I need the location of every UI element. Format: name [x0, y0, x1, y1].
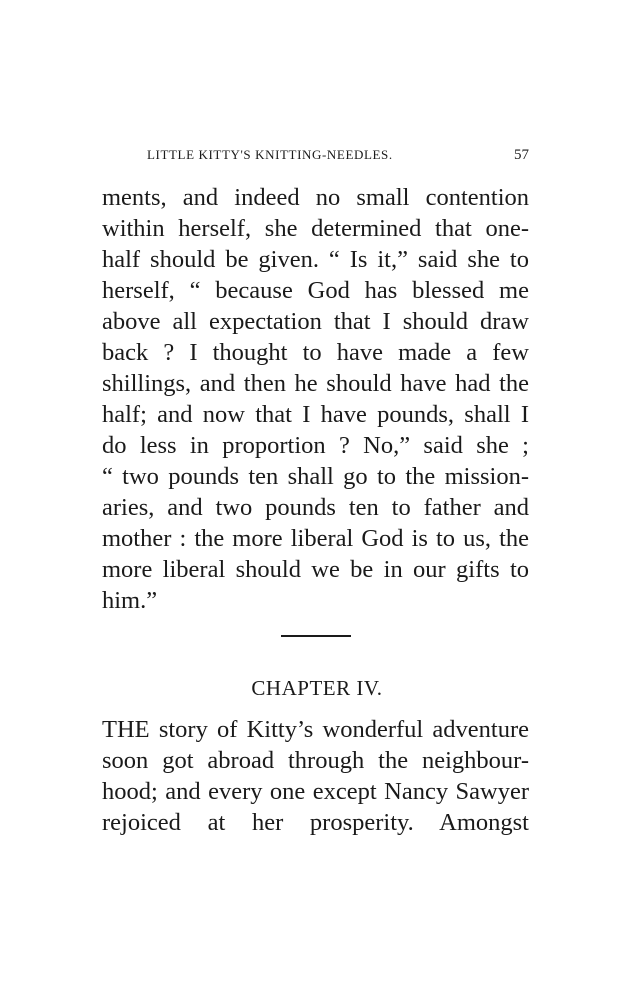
text-line: aries, and two pounds ten to father and — [102, 494, 529, 521]
running-header — [147, 147, 529, 169]
text-line: him.” — [102, 587, 158, 614]
text-line: within herself, she determined that one- — [102, 215, 529, 242]
running-title: LITTLE KITTY'S KNITTING-NEEDLES. — [147, 147, 393, 162]
text-line: half should be given. “ Is it,” said she to — [102, 246, 529, 273]
chapter-heading: CHAPTER IV. — [251, 676, 383, 700]
text-line: mother : the more liberal God is to us, the — [102, 525, 529, 552]
text-line: above all expectation that I should draw — [102, 308, 529, 335]
text-line: soon got abroad through the neighbour- — [102, 747, 529, 774]
text-line: half; and now that I have pounds, shall I — [102, 401, 529, 428]
text-line: more liberal should we be in our gifts to — [102, 556, 529, 583]
text-line: do less in proportion ? No,” said she ; — [102, 432, 529, 459]
text-line: ments, and indeed no small contention — [102, 184, 529, 211]
text-line: shillings, and then he should have had the — [102, 370, 529, 397]
text-line: back ? I thought to have made a few — [102, 339, 529, 366]
text-line: herself, “ because God has blessed me — [102, 277, 529, 304]
section-divider — [281, 635, 351, 637]
text-line: hood; and every one except Nancy Sawyer — [102, 778, 529, 805]
text-line: THE story of Kitty’s wonderful adventure — [102, 716, 529, 743]
text-line: “ two pounds ten shall go to the mission- — [102, 463, 529, 490]
text-line: rejoiced at her prosperity. Amongst — [102, 809, 529, 836]
page-number: 57 — [514, 147, 529, 163]
